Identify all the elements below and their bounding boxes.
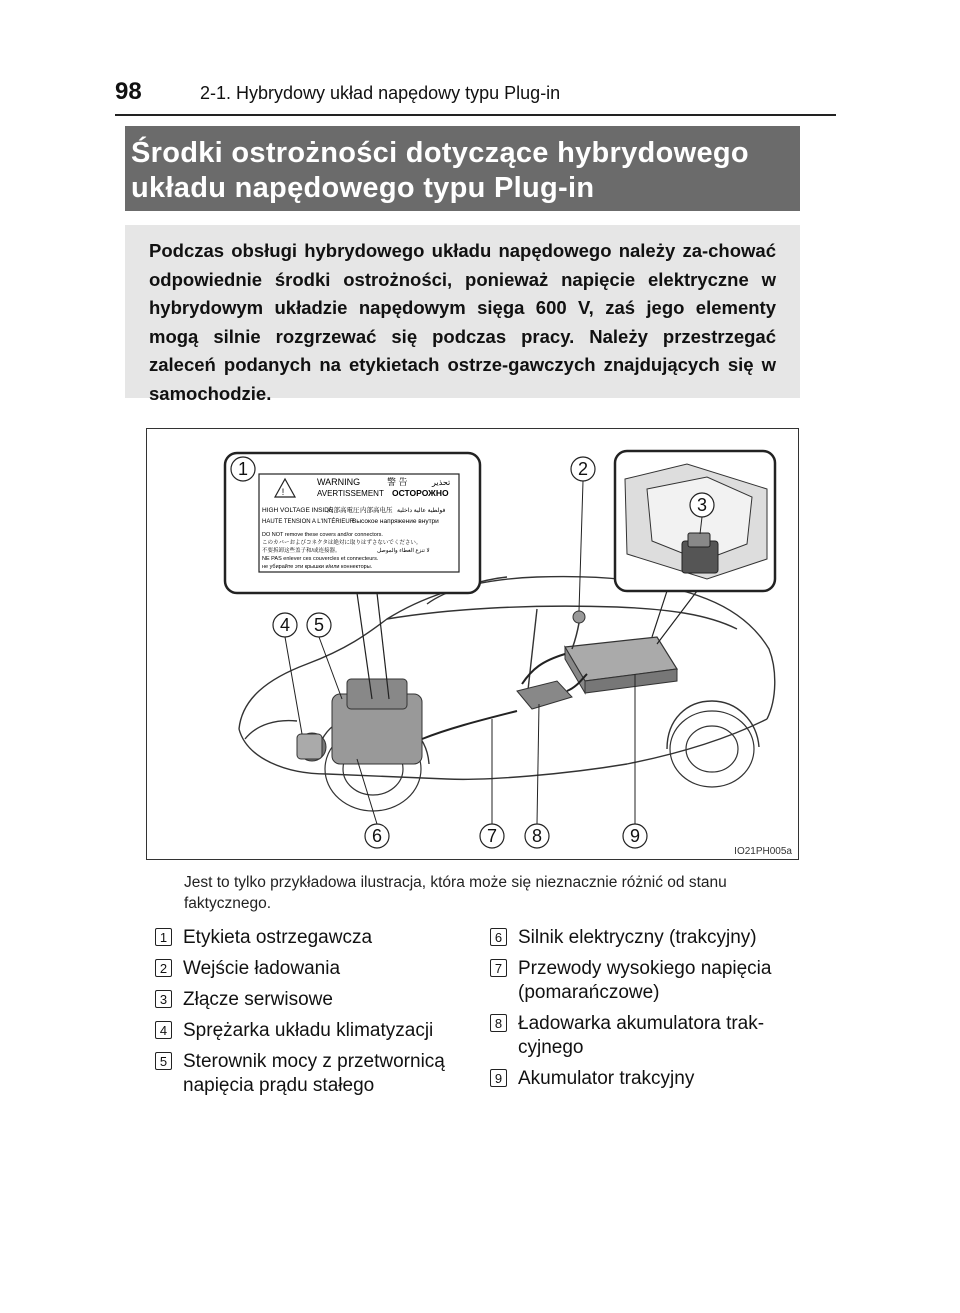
legend-text: Silnik elektryczny (trakcyjny) (518, 927, 757, 948)
legend-item (490, 1067, 790, 1091)
callout-9 (623, 824, 647, 848)
legend-number: 2 (155, 959, 172, 977)
vehicle-illustration (146, 428, 799, 860)
legend-number: 1 (155, 928, 172, 946)
svg-text:6: 6 (371, 826, 383, 846)
legend-number: 3 (155, 990, 172, 1008)
legend-item (155, 1019, 455, 1043)
svg-text:WARNING: WARNING (317, 477, 361, 487)
traction-battery (565, 637, 677, 693)
legend-text: Etykieta ostrzegawcza (183, 927, 373, 948)
section-title (125, 126, 800, 211)
callout-2 (571, 457, 595, 481)
legend-text: Ładowarka akumulatora trak-cyjnego (518, 1013, 765, 1058)
running-head: 2-1. Hybrydowy układ napędowy typu Plug-in (200, 83, 561, 103)
callout-8 (525, 824, 549, 848)
svg-text:2: 2 (577, 459, 589, 479)
engine-components (297, 679, 422, 764)
svg-text:HAUTE TENSION A L'INTÉRIEUR: HAUTE TENSION A L'INTÉRIEUR (262, 519, 355, 525)
svg-text:не убирайте эти крышки и/или к: не убирайте эти крышки и/или коннекторы. (262, 564, 373, 570)
svg-text:AVERTISSEMENT: AVERTISSEMENT (317, 489, 384, 498)
page-header (115, 78, 835, 118)
legend-number: 8 (490, 1014, 507, 1032)
callout-3 (690, 493, 714, 517)
legend-number: 5 (155, 1052, 172, 1070)
callout-7 (480, 824, 504, 848)
svg-text:警 告: 警 告 (387, 477, 408, 487)
legend-number: 9 (490, 1069, 507, 1087)
svg-text:فولطية عالية داخلية: فولطية عالية داخلية (397, 508, 446, 514)
legend-left (155, 926, 455, 1105)
svg-text:9: 9 (629, 826, 641, 846)
callout-1 (231, 457, 255, 481)
legend-item (155, 957, 455, 981)
svg-text:لا تنزع الغطاء والموصل: لا تنزع الغطاء والموصل (377, 548, 430, 554)
legend-item (490, 926, 790, 950)
svg-text:NE PAS enlever ces couvercles: NE PAS enlever ces couvercles et connecteurs. (262, 556, 379, 562)
figure-code: IO21PH005a (734, 846, 792, 857)
svg-text:Высокое напряжение внутри: Высокое напряжение внутри (352, 518, 439, 525)
section-title-line-1: Środki ostrożności dotyczące hybrydowego (131, 137, 749, 169)
legend-number: 4 (155, 1021, 172, 1039)
header-rule (115, 114, 836, 116)
svg-text:!: ! (281, 487, 285, 497)
svg-text:8: 8 (531, 826, 543, 846)
svg-text:このカバーおよびコネクタは絶対に取りはずさないでください。: このカバーおよびコネクタは絶対に取りはずさないでください。 (262, 540, 422, 546)
legend-text: Złącze serwisowe (183, 989, 333, 1010)
page-number: 98 (115, 78, 142, 105)
svg-text:内部高電圧: 内部高電圧 (327, 507, 360, 514)
callout-5 (307, 613, 331, 637)
legend-right (490, 926, 790, 1098)
legend-item (490, 1012, 790, 1060)
svg-text:5: 5 (313, 615, 325, 635)
legend-number: 7 (490, 959, 507, 977)
svg-text:تحذير: تحذير (432, 478, 451, 487)
svg-text:不要拆卸这些盖子和/或连接器。: 不要拆卸这些盖子和/或连接器。 (262, 548, 341, 554)
legend-item (155, 988, 455, 1012)
callout-6 (365, 824, 389, 848)
legend-item (155, 926, 455, 950)
section-title-line-2: układu napędowego typu Plug-in (131, 172, 595, 204)
legend-text: Wejście ładowania (183, 958, 341, 979)
intro-box: Podczas obsługi hybrydowego układu napędowego należy za-chować odpowiednie środki ostrożności, ponieważ napięcie elektryczne w hybrydowym układzie napędowym sięga 600 V, zaś jego elementy mogą silnie rozgrzewać się podczas pracy. Należy przestrzegać zaleceń podanych na etykietach ostrze-gawczych znajdujących się w samochodzie. (125, 225, 800, 398)
legend-item (155, 1050, 455, 1098)
callout-4 (273, 613, 297, 637)
svg-text:HIGH VOLTAGE INSIDE: HIGH VOLTAGE INSIDE (262, 507, 334, 514)
legend-text: Akumulator trakcyjny (518, 1068, 695, 1089)
vehicle-illustration-svg (147, 429, 798, 859)
svg-text:1: 1 (237, 459, 249, 479)
charging-inlet (572, 611, 585, 649)
svg-text:7: 7 (486, 826, 498, 846)
charger-unit (517, 681, 572, 709)
svg-text:3: 3 (696, 495, 708, 515)
legend-text: Sterownik mocy z przetwornicą napięcia prądu stałego (183, 1051, 445, 1096)
figure-caption: Jest to tylko przykładowa ilustracja, która może się nieznacznie różnić od stanu faktycznego. (184, 874, 727, 912)
svg-text:ОСТОРОЖНО: ОСТОРОЖНО (392, 488, 449, 498)
svg-text:内部高电压: 内部高电压 (360, 507, 393, 514)
legend-item (490, 957, 790, 1005)
svg-text:4: 4 (279, 615, 291, 635)
legend-text: Przewody wysokiego napięcia (pomarańczowe) (518, 958, 772, 1003)
svg-text:DO NOT remove these covers and: DO NOT remove these covers and/or connectors. (262, 532, 383, 538)
legend-text: Sprężarka układu klimatyzacji (183, 1020, 434, 1041)
legend-number: 6 (490, 928, 507, 946)
inset-warning-label (225, 453, 480, 699)
